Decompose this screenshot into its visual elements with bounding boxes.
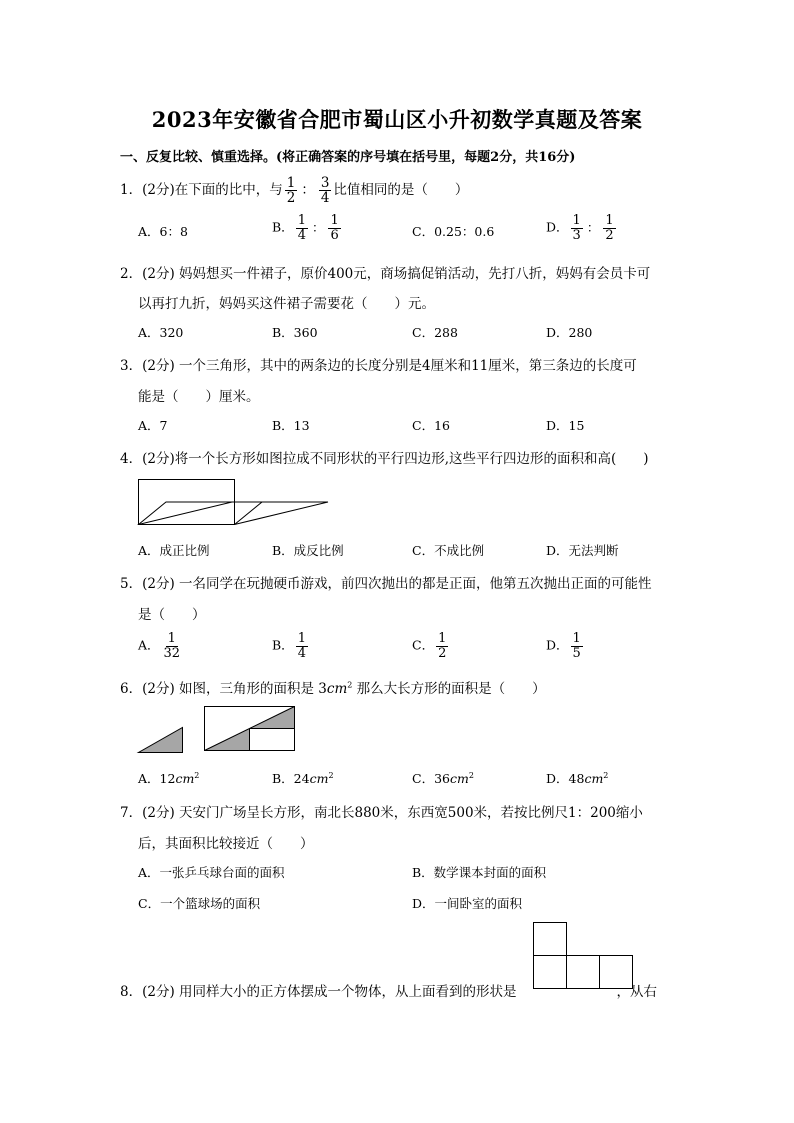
question-number: 1．(2分) [120, 182, 175, 199]
option-d[interactable]: D．无法判断 [546, 543, 619, 558]
option-b[interactable]: B． $\frac{1}{4}$ ： $\frac{1}{6}$ [272, 213, 339, 243]
option-a[interactable]: A．6：8 [138, 224, 188, 239]
option-a[interactable]: A．成正比例 [138, 543, 210, 558]
small-triangle-figure [138, 726, 184, 754]
question-5-line-1: 5．(2分) 一名同学在玩抛硬币游戏，前四次抛出的都是正面，他第五次抛出正面的可能性 [120, 576, 652, 592]
option-b[interactable]: B．数学课本封面的面积 [412, 865, 547, 880]
option-c[interactable]: C．288 [412, 325, 458, 340]
unit-cm2: $cm^2$ [326, 680, 353, 697]
question-4-line-1: 4．(2分)将一个长方形如图拉成不同形状的平行四边形,这些平行四边形的面积和高( ) [120, 451, 649, 467]
option-b[interactable]: B．$24cm^2$ [272, 770, 334, 786]
option-a[interactable]: A．$12cm^2$ [138, 770, 200, 786]
question-3-line-1: 3．(2分) 一个三角形，其中的两条边的长度分别是4厘米和11厘米，第三条边的长度可 [120, 358, 637, 374]
option-d[interactable]: D．280 [546, 325, 593, 340]
option-c[interactable]: C．0.25：0.6 [412, 224, 495, 239]
question-text: 在下面的比中，与 [174, 182, 283, 199]
question-3-line-2: 能是（ ）厘米。 [138, 389, 260, 405]
option-a[interactable]: A． $\frac{1}{32}$ [138, 631, 181, 661]
document-title: 2023年安徽省合肥市蜀山区小升初数学真题及答案 [151, 107, 643, 132]
option-c[interactable]: C． $\frac{1}{2}$ [412, 631, 447, 661]
question-2-line-2: 以再打九折，妈妈买这件裙子需要花（ ）元。 [138, 296, 435, 312]
option-a[interactable]: A．一张乒乓球台面的面积 [138, 865, 285, 880]
section-heading: 一、反复比较、慎重选择。(将正确答案的序号填在括号里，每题2分，共16分) [120, 150, 576, 165]
question-8-line-1: 8．(2分) 用同样大小的正方体摆成一个物体，从上面看到的形状是 ，从右 [120, 984, 658, 1000]
fraction: $\frac{3}{4}$ [320, 175, 330, 207]
option-c[interactable]: C．16 [412, 418, 450, 433]
option-d[interactable]: D．一间卧室的面积 [412, 896, 523, 911]
question-text: 比值相同的是（ ） [333, 182, 469, 199]
option-a[interactable]: A．320 [138, 325, 184, 340]
option-b[interactable]: B． $\frac{1}{4}$ [272, 631, 306, 661]
option-b[interactable]: B．成反比例 [272, 543, 344, 558]
rectangle-parallelogram-figure [138, 476, 330, 526]
option-d[interactable]: D． $\frac{1}{5}$ [546, 631, 581, 661]
option-d[interactable]: D．15 [546, 418, 585, 433]
option-c[interactable]: C．一个篮球场的面积 [138, 896, 261, 911]
option-c[interactable]: C．不成比例 [412, 543, 485, 558]
question-6-line-1: 6．(2分) 如图，三角形的面积是 $3cm^2$ 那么大长方形的面积是（ ） [120, 680, 546, 697]
question-7-line-2: 后，其面积比较接近（ ） [138, 836, 314, 852]
question-5-line-2: 是（ ） [138, 607, 206, 623]
large-rectangle-figure [204, 706, 296, 752]
question-7-line-1: 7．(2分) 天安门广场呈长方形，南北长880米，东西宽500米，若按比例尺1：200缩小 [120, 805, 643, 821]
option-d[interactable]: D． $\frac{1}{3}$ ： $\frac{1}{2}$ [546, 213, 614, 243]
option-b[interactable]: B．360 [272, 325, 318, 340]
fraction: $\frac{1}{2}$ [286, 175, 296, 207]
option-a[interactable]: A．7 [138, 418, 168, 433]
question-1: 1．(2分)在下面的比中，与 $\frac{1}{2}$ ： $\frac{3}{4}$ 比值相同的是（ ） [120, 175, 469, 207]
option-d[interactable]: D．$48cm^2$ [546, 770, 609, 786]
option-c[interactable]: C．$36cm^2$ [412, 770, 474, 786]
question-2-line-1: 2．(2分) 妈妈想买一件裙子，原价400元，商场搞促销活动，先打八折，妈妈有会员卡可 [120, 266, 651, 282]
option-b[interactable]: B．13 [272, 418, 310, 433]
